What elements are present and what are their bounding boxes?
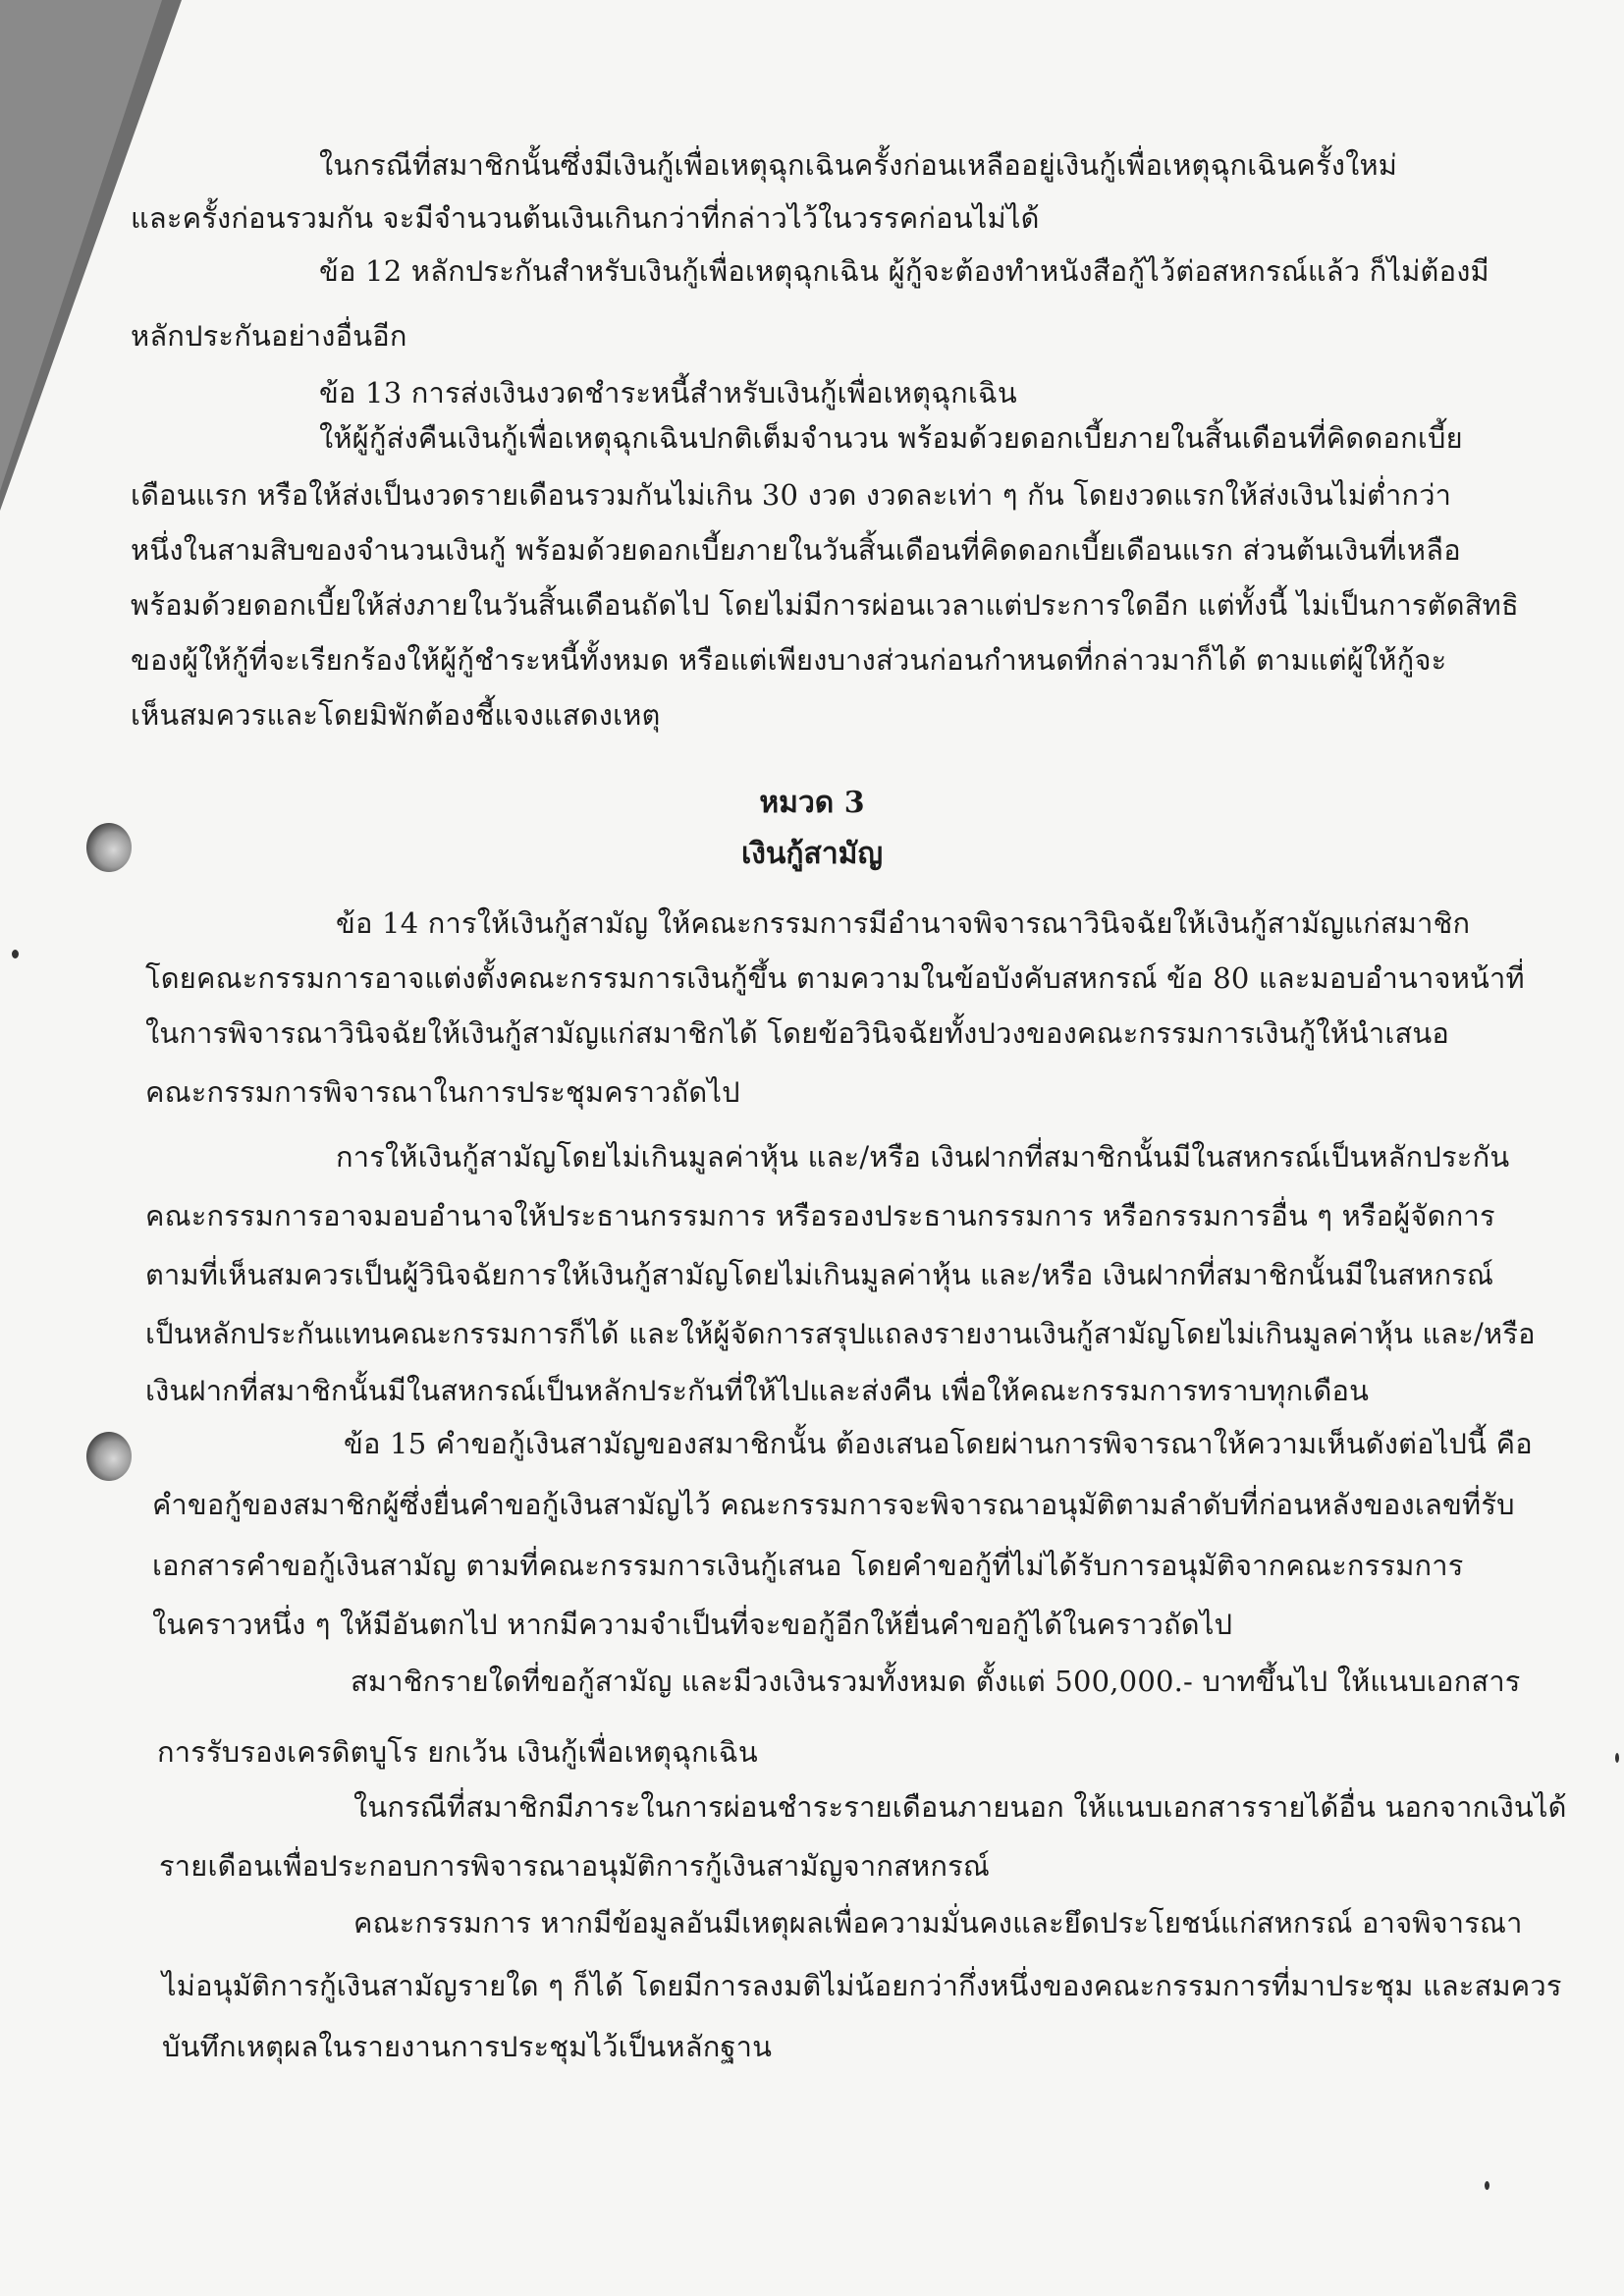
paragraph-line: โดยคณะกรรมการอาจแต่งตั้งคณะกรรมการเงินกู้ขึ้น ตามความในข้อบังคับสหกรณ์ ข้อ 80 และมอบอำนาจหน้าที่ bbox=[145, 961, 1525, 995]
paragraph-line: การรับรองเครดิตบูโร ยกเว้น เงินกู้เพื่อเหตุฉุกเฉิน bbox=[157, 1735, 758, 1769]
paragraph-line: ในการพิจารณาวินิจฉัยให้เงินกู้สามัญแก่สมาชิกได้ โดยข้อวินิจฉัยทั้งปวงของคณะกรรมการเงินกู้ให้นำเสนอ bbox=[145, 1016, 1450, 1050]
paragraph-line: คณะกรรมการพิจารณาในการประชุมคราวถัดไป bbox=[145, 1075, 740, 1109]
folded-corner-shade bbox=[0, 0, 162, 491]
paragraph-line: เดือนแรก หรือให้ส่งเป็นงวดรายเดือนรวมกันไม่เกิน 30 งวด งวดละเท่า ๆ กัน โดยงวดแรกให้ส่งเงินไม่ต่ำกว่า bbox=[131, 478, 1452, 512]
paragraph-line: และครั้งก่อนรวมกัน จะมีจำนวนต้นเงินเกินกว่าที่กล่าวไว้ในวรรคก่อนไม่ได้ bbox=[131, 201, 1040, 235]
paragraph-line: ในกรณีที่สมาชิกมีภาระในการผ่อนชำระรายเดือนภายนอก ให้แนบเอกสารรายได้อื่น นอกจากเงินได้ bbox=[353, 1790, 1567, 1824]
paragraph-line: บันทึกเหตุผลในรายงานการประชุมไว้เป็นหลักฐาน bbox=[162, 2030, 773, 2063]
scan-speck bbox=[12, 950, 19, 958]
paragraph-line: หนึ่งในสามสิบของจำนวนเงินกู้ พร้อมด้วยดอกเบี้ยภายในวันสิ้นเดือนที่คิดดอกเบี้ยเดือนแรก ส่วนต้นเงินที่เหลือ bbox=[131, 533, 1461, 567]
paragraph-line: เป็นหลักประกันแทนคณะกรรมการก็ได้ และให้ผู้จัดการสรุปแถลงรายงานเงินกู้สามัญโดยไม่เกินมูลค่าหุ้น และ/หรือ bbox=[145, 1317, 1536, 1350]
chapter-number: หมวด 3 bbox=[759, 786, 865, 820]
clause-12-line: ข้อ 12 หลักประกันสำหรับเงินกู้เพื่อเหตุฉุกเฉิน ผู้กู้จะต้องทำหนังสือกู้ไว้ต่อสหกรณ์แล้ว ก็ไม่ต้องมี bbox=[319, 254, 1489, 288]
paragraph-line: เอกสารคำขอกู้เงินสามัญ ตามที่คณะกรรมการเงินกู้เสนอ โดยคำขอกู้ที่ไม่ได้รับการอนุมัติจากคณะกรรมการ bbox=[152, 1549, 1464, 1582]
clause-14-line: ข้อ 14 การให้เงินกู้สามัญ ให้คณะกรรมการมีอำนาจพิจารณาวินิจฉัยให้เงินกู้สามัญแก่สมาชิก bbox=[336, 906, 1471, 940]
paragraph-line: เห็นสมควรและโดยมิพักต้องชี้แจงแสดงเหตุ bbox=[131, 698, 661, 732]
paragraph-line: พร้อมด้วยดอกเบี้ยให้ส่งภายในวันสิ้นเดือนถัดไป โดยไม่มีการผ่อนเวลาแต่ประการใดอีก แต่ทั้งนี้ ไม่เป็นการตัดสิทธิ bbox=[131, 588, 1519, 622]
clause-15-line: ข้อ 15 คำขอกู้เงินสามัญของสมาชิกนั้น ต้องเสนอโดยผ่านการพิจารณาให้ความเห็นดังต่อไปนี้ คือ bbox=[344, 1427, 1533, 1460]
paragraph-line: ในคราวหนึ่ง ๆ ให้มีอันตกไป หากมีความจำเป็นที่จะขอกู้อีกให้ยื่นคำขอกู้ได้ในคราวถัดไป bbox=[152, 1608, 1233, 1641]
scan-speck bbox=[1485, 2181, 1489, 2190]
paragraph-line: ให้ผู้กู้ส่งคืนเงินกู้เพื่อเหตุฉุกเฉินปกติเต็มจำนวน พร้อมด้วยดอกเบี้ยภายในสิ้นเดือนที่คิดดอกเบี้ย bbox=[319, 421, 1463, 455]
paragraph-line: การให้เงินกู้สามัญโดยไม่เกินมูลค่าหุ้น และ/หรือ เงินฝากที่สมาชิกนั้นมีในสหกรณ์เป็นหลักประกัน bbox=[336, 1140, 1510, 1174]
paragraph-line: รายเดือนเพื่อประกอบการพิจารณาอนุมัติการกู้เงินสามัญจากสหกรณ์ bbox=[159, 1849, 990, 1883]
clause-13-line: ข้อ 13 การส่งเงินงวดชำระหนี้สำหรับเงินกู้เพื่อเหตุฉุกเฉิน bbox=[319, 376, 1017, 410]
paragraph-line: ของผู้ให้กู้ที่จะเรียกร้องให้ผู้กู้ชำระหนี้ทั้งหมด หรือแต่เพียงบางส่วนก่อนกำหนดที่กล่าวมาก็ได้ ตามแต่ผู้ให้กู้จะ bbox=[131, 643, 1447, 677]
paragraph-line: คณะกรรมการ หากมีข้อมูลอันมีเหตุผลเพื่อความมั่นคงและยึดประโยชน์แก่สหกรณ์ อาจพิจารณา bbox=[353, 1906, 1523, 1940]
paragraph-line: ตามที่เห็นสมควรเป็นผู้วินิจฉัยการให้เงินกู้สามัญโดยไม่เกินมูลค่าหุ้น และ/หรือ เงินฝากที่สมาชิกนั้นมีในสหกรณ์ bbox=[145, 1258, 1494, 1291]
paragraph-line: หลักประกันอย่างอื่นอีก bbox=[131, 319, 407, 353]
punch-hole-bottom bbox=[86, 1432, 132, 1481]
paragraph-line: เงินฝากที่สมาชิกนั้นมีในสหกรณ์เป็นหลักประกันที่ให้ไปและส่งคืน เพื่อให้คณะกรรมการทราบทุกเดือน bbox=[145, 1374, 1370, 1407]
paragraph-line: ในกรณีที่สมาชิกนั้นซึ่งมีเงินกู้เพื่อเหตุฉุกเฉินครั้งก่อนเหลืออยู่เงินกู้เพื่อเหตุฉุกเฉินครั้งใหม่ bbox=[319, 148, 1398, 182]
paragraph-line: สมาชิกรายใดที่ขอกู้สามัญ และมีวงเงินรวมทั้งหมด ตั้งแต่ 500,000.- บาทขึ้นไป ให้แนบเอกสาร bbox=[351, 1665, 1521, 1698]
paragraph-line: คณะกรรมการอาจมอบอำนาจให้ประธานกรรมการ หรือรองประธานกรรมการ หรือกรรมการอื่น ๆ หรือผู้จัดการ bbox=[145, 1199, 1495, 1232]
paragraph-line: ไม่อนุมัติการกู้เงินสามัญรายใด ๆ ก็ได้ โดยมีการลงมติไม่น้อยกว่ากึ่งหนึ่งของคณะกรรมการที่มาประชุม และสมควร bbox=[162, 1969, 1562, 2002]
chapter-title: เงินกู้สามัญ bbox=[740, 837, 884, 871]
scan-speck bbox=[1615, 1753, 1619, 1763]
paragraph-line: คำขอกู้ของสมาชิกผู้ซึ่งยื่นคำขอกู้เงินสามัญไว้ คณะกรรมการจะพิจารณาอนุมัติตามลำดับที่ก่อนหลังของเลขที่รับ bbox=[152, 1488, 1515, 1521]
